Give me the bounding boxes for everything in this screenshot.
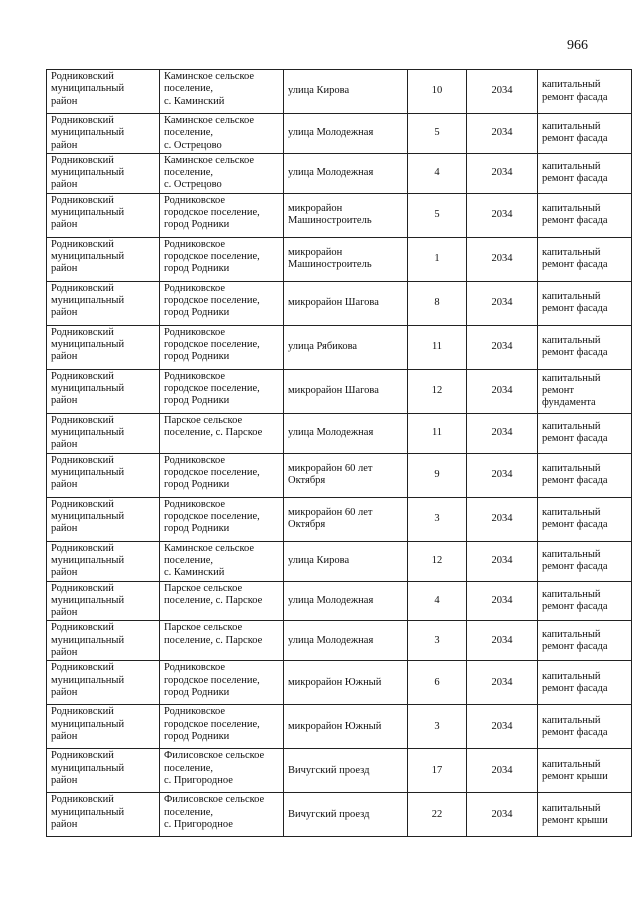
work-type-cell: [538, 581, 632, 621]
work-type-cell-text: капитальный ремонт крыши: [542, 802, 608, 826]
district-cell-text: Родниковский муниципальный район: [51, 794, 125, 830]
street-cell: [284, 70, 408, 114]
settlement-cell-text: Каминское сельское поселение, с. Острецово: [164, 115, 255, 151]
year-cell-text: 2034: [491, 676, 513, 688]
work-type-cell: [538, 237, 632, 281]
street-cell: [284, 325, 408, 369]
district-cell: [47, 369, 160, 413]
district-cell-text: Родниковский муниципальный район: [51, 662, 125, 698]
year-cell: [467, 369, 538, 413]
street-cell-text: микрорайон Южный: [288, 720, 382, 732]
district-cell-text: Родниковский муниципальный район: [51, 282, 125, 319]
table-row: [47, 705, 632, 749]
settlement-cell: [160, 193, 284, 237]
year-cell: [467, 541, 538, 581]
house-number-cell: [408, 541, 467, 581]
year-cell: [467, 193, 538, 237]
street-cell: [284, 281, 408, 325]
house-number-cell: [408, 705, 467, 749]
house-number-cell-text: 3: [434, 720, 440, 732]
house-number-cell: [408, 369, 467, 413]
district-cell: [47, 193, 160, 237]
settlement-cell-text: Родниковское городское поселение, город Родники: [164, 238, 260, 275]
work-type-cell: [538, 749, 632, 793]
work-type-cell-text: капитальный ремонт фасада: [542, 670, 608, 694]
street-cell-text: улица Молодежная: [288, 127, 374, 139]
settlement-cell-text: Парское сельское поселение, с. Парское: [164, 622, 263, 646]
settlement-cell: [160, 114, 284, 154]
house-number-cell: [408, 661, 467, 705]
year-cell-text: 2034: [491, 634, 513, 646]
year-cell: [467, 70, 538, 114]
street-cell: [284, 705, 408, 749]
house-number-cell-text: 6: [434, 676, 440, 688]
work-type-cell: [538, 193, 632, 237]
work-type-cell-text: капитальный ремонт фасада: [542, 462, 608, 487]
house-number-cell: [408, 193, 467, 237]
district-cell-text: Родниковский муниципальный район: [51, 238, 125, 275]
table-row: [47, 793, 632, 837]
settlement-cell: [160, 793, 284, 837]
work-type-cell-text: капитальный ремонт фасада: [542, 202, 608, 227]
settlement-cell: [160, 369, 284, 413]
settlement-cell-text: Родниковское городское поселение, город Родники: [164, 370, 260, 407]
settlement-cell: [160, 705, 284, 749]
work-type-cell-text: капитальный ремонт фасада: [542, 121, 608, 145]
street-cell: [284, 153, 408, 193]
settlement-cell-text: Родниковское городское поселение, город Родники: [164, 194, 260, 231]
street-cell: [284, 453, 408, 497]
district-cell: [47, 413, 160, 453]
district-cell-text: Родниковский муниципальный район: [51, 370, 125, 407]
work-type-cell: [538, 541, 632, 581]
table-body: [47, 70, 632, 837]
street-cell-text: микрорайон Машиностроитель: [288, 202, 372, 227]
district-cell-text: Родниковский муниципальный район: [51, 154, 125, 191]
house-number-cell-text: 3: [434, 634, 440, 646]
year-cell-text: 2034: [491, 720, 513, 732]
street-cell-text: микрорайон Шагова: [288, 297, 379, 309]
district-cell: [47, 70, 160, 114]
house-number-cell: [408, 749, 467, 793]
house-number-cell: [408, 793, 467, 837]
work-type-cell: [538, 70, 632, 114]
settlement-cell: [160, 413, 284, 453]
street-cell-text: улица Кирова: [288, 554, 350, 566]
table-row: [47, 621, 632, 661]
work-type-cell: [538, 369, 632, 413]
work-type-cell: [538, 153, 632, 193]
district-cell: [47, 325, 160, 369]
year-cell-text: 2034: [491, 167, 513, 179]
street-cell-text: Вичугский проезд: [288, 764, 370, 776]
table-row: [47, 749, 632, 793]
street-cell-text: улица Молодежная: [288, 594, 374, 606]
work-type-cell: [538, 793, 632, 837]
year-cell: [467, 661, 538, 705]
street-cell: [284, 621, 408, 661]
street-cell-text: улица Молодежная: [288, 167, 374, 179]
district-cell: [47, 705, 160, 749]
work-type-cell: [538, 413, 632, 453]
street-cell: [284, 793, 408, 837]
street-cell: [284, 193, 408, 237]
table-row: [47, 497, 632, 541]
street-cell-text: микрорайон 60 лет Октября: [288, 462, 373, 487]
house-number-cell-text: 4: [434, 594, 440, 606]
year-cell-text: 2034: [491, 513, 513, 525]
street-cell: [284, 369, 408, 413]
settlement-cell-text: Филисовское сельское поселение, с. Пригородное: [164, 750, 265, 786]
table-row: [47, 581, 632, 621]
house-number-cell-text: 10: [431, 85, 443, 97]
house-number-cell-text: 12: [431, 385, 443, 397]
year-cell-text: 2034: [491, 341, 513, 353]
year-cell-text: 2034: [491, 427, 513, 439]
house-number-cell-text: 9: [434, 469, 440, 481]
house-number-cell: [408, 621, 467, 661]
settlement-cell: [160, 661, 284, 705]
work-type-cell: [538, 453, 632, 497]
work-type-cell-text: капитальный ремонт фасада: [542, 79, 608, 103]
settlement-cell-text: Каминское сельское поселение, с. Каминский: [164, 542, 255, 579]
district-cell-text: Родниковский муниципальный район: [51, 750, 125, 786]
table-row: [47, 281, 632, 325]
settlement-cell-text: Каминское сельское поселение, с. Каминский: [164, 71, 255, 107]
house-number-cell: [408, 153, 467, 193]
street-cell: [284, 237, 408, 281]
work-type-cell-text: капитальный ремонт фасада: [542, 420, 608, 445]
house-number-cell-text: 11: [431, 341, 443, 353]
street-cell: [284, 114, 408, 154]
settlement-cell-text: Родниковское городское поселение, город Родники: [164, 282, 260, 319]
district-cell: [47, 153, 160, 193]
street-cell-text: Вичугский проезд: [288, 808, 370, 820]
housing-repair-table: [46, 69, 632, 837]
work-type-cell: [538, 621, 632, 661]
house-number-cell: [408, 413, 467, 453]
table-row: [47, 153, 632, 193]
house-number-cell-text: 5: [434, 127, 440, 139]
settlement-cell: [160, 153, 284, 193]
district-cell-text: Родниковский муниципальный район: [51, 622, 125, 659]
district-cell: [47, 621, 160, 661]
settlement-cell: [160, 325, 284, 369]
house-number-cell: [408, 281, 467, 325]
street-cell-text: микрорайон Шагова: [288, 385, 379, 397]
house-number-cell-text: 1: [434, 253, 440, 265]
table-row: [47, 325, 632, 369]
district-cell: [47, 281, 160, 325]
house-number-cell-text: 12: [431, 554, 443, 566]
year-cell: [467, 749, 538, 793]
year-cell: [467, 114, 538, 154]
district-cell: [47, 541, 160, 581]
table-row: [47, 70, 632, 114]
year-cell-text: 2034: [491, 469, 513, 481]
street-cell-text: улица Рябикова: [288, 341, 358, 353]
year-cell: [467, 581, 538, 621]
district-cell: [47, 793, 160, 837]
work-type-cell-text: капитальный ремонт фасада: [542, 334, 608, 359]
settlement-cell: [160, 541, 284, 581]
house-number-cell-text: 5: [434, 209, 440, 221]
work-type-cell-text: капитальный ремонт фасада: [542, 246, 608, 271]
settlement-cell-text: Каминское сельское поселение, с. Острецово: [164, 154, 255, 191]
house-number-cell: [408, 325, 467, 369]
work-type-cell: [538, 114, 632, 154]
year-cell-text: 2034: [491, 297, 513, 309]
work-type-cell-text: капитальный ремонт фасада: [542, 588, 608, 612]
house-number-cell: [408, 114, 467, 154]
house-number-cell-text: 17: [431, 764, 443, 776]
settlement-cell-text: Родниковское городское поселение, город Родники: [164, 454, 260, 491]
house-number-cell-text: 3: [434, 513, 440, 525]
house-number-cell: [408, 497, 467, 541]
settlement-cell-text: Родниковское городское поселение, город Родники: [164, 706, 260, 742]
district-cell: [47, 237, 160, 281]
table-row: [47, 661, 632, 705]
street-cell-text: улица Молодежная: [288, 634, 374, 646]
work-type-cell: [538, 705, 632, 749]
work-type-cell: [538, 497, 632, 541]
work-type-cell-text: капитальный ремонт фасада: [542, 161, 608, 185]
settlement-cell: [160, 70, 284, 114]
table-row: [47, 541, 632, 581]
work-type-cell: [538, 661, 632, 705]
district-cell-text: Родниковский муниципальный район: [51, 454, 125, 491]
work-type-cell-text: капитальный ремонт крыши: [542, 758, 608, 782]
district-cell-text: Родниковский муниципальный район: [51, 326, 125, 363]
district-cell: [47, 114, 160, 154]
year-cell: [467, 497, 538, 541]
street-cell: [284, 661, 408, 705]
year-cell-text: 2034: [491, 85, 513, 97]
year-cell: [467, 621, 538, 661]
district-cell-text: Родниковский муниципальный район: [51, 706, 125, 742]
street-cell: [284, 497, 408, 541]
district-cell-text: Родниковский муниципальный район: [51, 71, 125, 107]
street-cell-text: улица Кирова: [288, 85, 350, 97]
street-cell-text: микрорайон Южный: [288, 676, 382, 688]
district-cell-text: Родниковский муниципальный район: [51, 414, 125, 451]
settlement-cell-text: Родниковское городское поселение, город Родники: [164, 662, 260, 698]
settlement-cell: [160, 581, 284, 621]
work-type-cell-text: капитальный ремонт фасада: [542, 714, 608, 738]
year-cell-text: 2034: [491, 554, 513, 566]
work-type-cell-text: капитальный ремонт фасада: [542, 548, 608, 573]
district-cell-text: Родниковский муниципальный район: [51, 582, 125, 619]
district-cell-text: Родниковский муниципальный район: [51, 498, 125, 535]
year-cell-text: 2034: [491, 127, 513, 139]
page-number: 966: [567, 38, 588, 53]
year-cell: [467, 793, 538, 837]
street-cell: [284, 541, 408, 581]
district-cell: [47, 453, 160, 497]
settlement-cell-text: Родниковское городское поселение, город Родники: [164, 326, 260, 363]
year-cell: [467, 453, 538, 497]
street-cell: [284, 749, 408, 793]
settlement-cell: [160, 621, 284, 661]
settlement-cell: [160, 749, 284, 793]
year-cell: [467, 153, 538, 193]
settlement-cell: [160, 281, 284, 325]
year-cell: [467, 325, 538, 369]
settlement-cell: [160, 237, 284, 281]
year-cell-text: 2034: [491, 385, 513, 397]
year-cell: [467, 413, 538, 453]
house-number-cell: [408, 70, 467, 114]
table-row: [47, 369, 632, 413]
settlement-cell: [160, 453, 284, 497]
settlement-cell-text: Родниковское городское поселение, город Родники: [164, 498, 260, 535]
table-row: [47, 237, 632, 281]
house-number-cell: [408, 237, 467, 281]
table-row: [47, 413, 632, 453]
table-row: [47, 193, 632, 237]
house-number-cell-text: 11: [431, 427, 443, 439]
house-number-cell-text: 4: [434, 167, 440, 179]
year-cell-text: 2034: [491, 209, 513, 221]
district-cell: [47, 497, 160, 541]
table-row: [47, 114, 632, 154]
street-cell-text: микрорайон Машиностроитель: [288, 246, 372, 271]
street-cell-text: улица Молодежная: [288, 427, 374, 439]
district-cell-text: Родниковский муниципальный район: [51, 115, 125, 151]
year-cell-text: 2034: [491, 808, 513, 820]
table-row: [47, 453, 632, 497]
district-cell: [47, 661, 160, 705]
year-cell: [467, 705, 538, 749]
year-cell-text: 2034: [491, 764, 513, 776]
year-cell: [467, 237, 538, 281]
district-cell-text: Родниковский муниципальный район: [51, 194, 125, 231]
work-type-cell-text: капитальный ремонт фасада: [542, 506, 608, 531]
work-type-cell: [538, 325, 632, 369]
district-cell-text: Родниковский муниципальный район: [51, 542, 125, 579]
settlement-cell-text: Парское сельское поселение, с. Парское: [164, 414, 263, 439]
work-type-cell: [538, 281, 632, 325]
district-cell: [47, 581, 160, 621]
house-number-cell: [408, 453, 467, 497]
street-cell: [284, 413, 408, 453]
year-cell-text: 2034: [491, 253, 513, 265]
year-cell: [467, 281, 538, 325]
settlement-cell-text: Парское сельское поселение, с. Парское: [164, 582, 263, 606]
street-cell: [284, 581, 408, 621]
settlement-cell: [160, 497, 284, 541]
district-cell: [47, 749, 160, 793]
work-type-cell-text: капитальный ремонт фасада: [542, 290, 608, 315]
house-number-cell: [408, 581, 467, 621]
work-type-cell-text: капитальный ремонт фасада: [542, 628, 608, 652]
house-number-cell-text: 8: [434, 297, 440, 309]
settlement-cell-text: Филисовское сельское поселение, с. Пригородное: [164, 794, 265, 830]
work-type-cell-text: капитальный ремонт фундамента: [542, 372, 601, 409]
year-cell-text: 2034: [491, 594, 513, 606]
house-number-cell-text: 22: [431, 808, 443, 820]
street-cell-text: микрорайон 60 лет Октября: [288, 506, 373, 531]
